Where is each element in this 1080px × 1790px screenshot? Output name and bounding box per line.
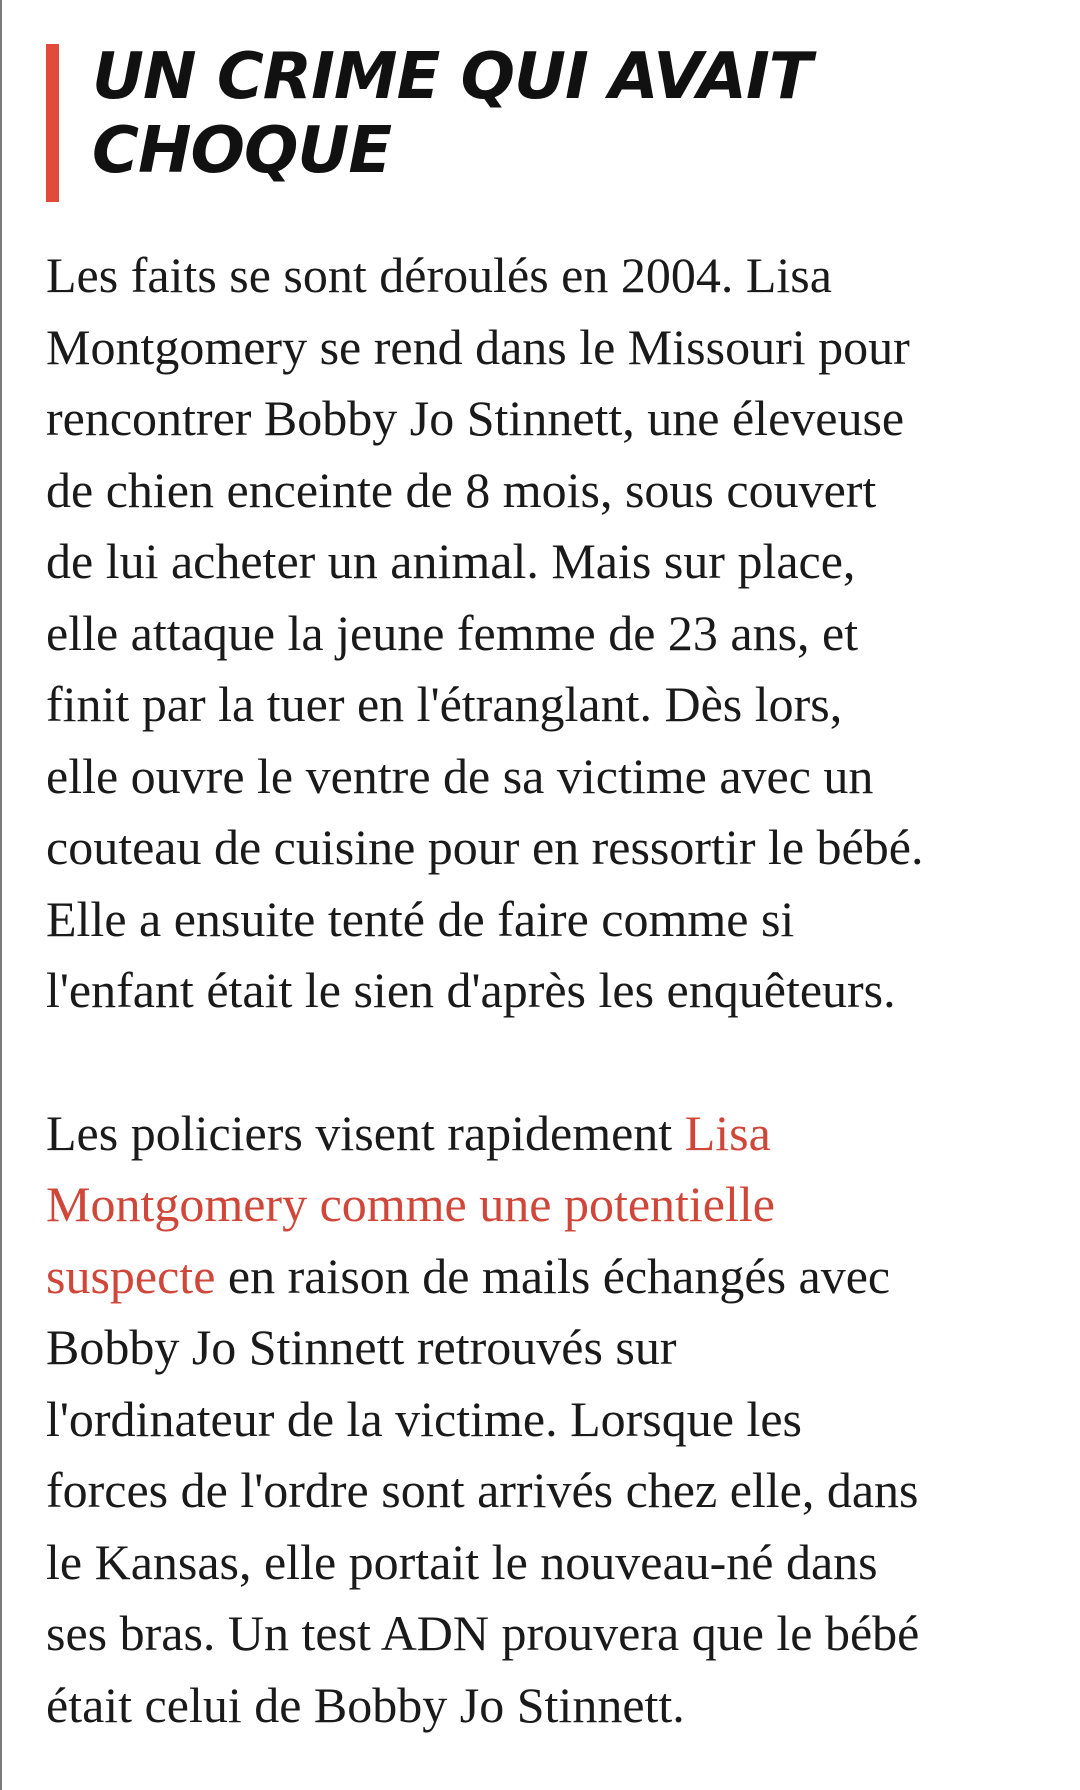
paragraph-line (46, 1098, 1056, 1170)
paragraph-line: finit par la tuer en l'étranglant. Dès lors, (46, 676, 843, 732)
paragraph-text: Les policiers visent rapidement (46, 1104, 685, 1161)
paragraph-line: couteau de cuisine pour en ressortir le bébé. (46, 819, 924, 875)
heading-line-1: UN CRIME QUI AVAIT (92, 40, 812, 114)
paragraph-line: ses bras. Un test ADN prouvera que le bébé (46, 1605, 920, 1661)
paragraph-line: elle ouvre le ventre de sa victime avec un (46, 747, 874, 804)
paragraph-text: en raison de mails échangés avec (215, 1247, 891, 1304)
paragraph-2 (46, 1098, 1056, 1742)
paragraph-line: forces de l'ordre sont arrivés chez elle, dans (46, 1462, 919, 1518)
paragraph-line: l'enfant était le sien d'après les enquêteurs. (46, 962, 896, 1018)
paragraph-line: Bobby Jo Stinnett retrouvés sur (46, 1319, 677, 1375)
paragraph-line: elle attaque la jeune femme de 23 ans, et (46, 604, 859, 661)
paragraph-line: Elle a ensuite tenté de faire comme si (46, 890, 795, 947)
page-left-border (0, 0, 2, 1790)
paragraph-1 (46, 240, 1056, 1027)
section-heading (92, 40, 1056, 188)
suspect-link[interactable]: Montgomery comme une potentielle (46, 1176, 775, 1232)
paragraph-line: Montgomery se rend dans le Missouri pour (46, 318, 910, 375)
paragraph-line: de lui acheter un animal. Mais sur place, (46, 533, 856, 589)
paragraph-line: le Kansas, elle portait le nouveau-né dans (46, 1533, 878, 1590)
paragraph-line: l'ordinateur de la victime. Lorsque les (46, 1390, 802, 1447)
article-body (46, 40, 1056, 1741)
heading-accent-bar (46, 44, 59, 202)
paragraph-line: était celui de Bobby Jo Stinnett. (46, 1676, 685, 1733)
paragraph-line: de chien enceinte de 8 mois, sous couvert (46, 461, 877, 518)
paragraph-line: Les faits se sont déroulés en 2004. Lisa (46, 247, 832, 303)
section-heading-block (46, 40, 1056, 188)
heading-line-2: CHOQUE (92, 114, 392, 188)
paragraph-line (46, 1241, 1056, 1313)
paragraph-line (46, 1169, 1056, 1241)
suspect-link[interactable]: Lisa (684, 1104, 771, 1161)
paragraph-line: rencontrer Bobby Jo Stinnett, une éleveuse (46, 390, 905, 446)
suspect-link[interactable]: suspecte (46, 1247, 216, 1304)
